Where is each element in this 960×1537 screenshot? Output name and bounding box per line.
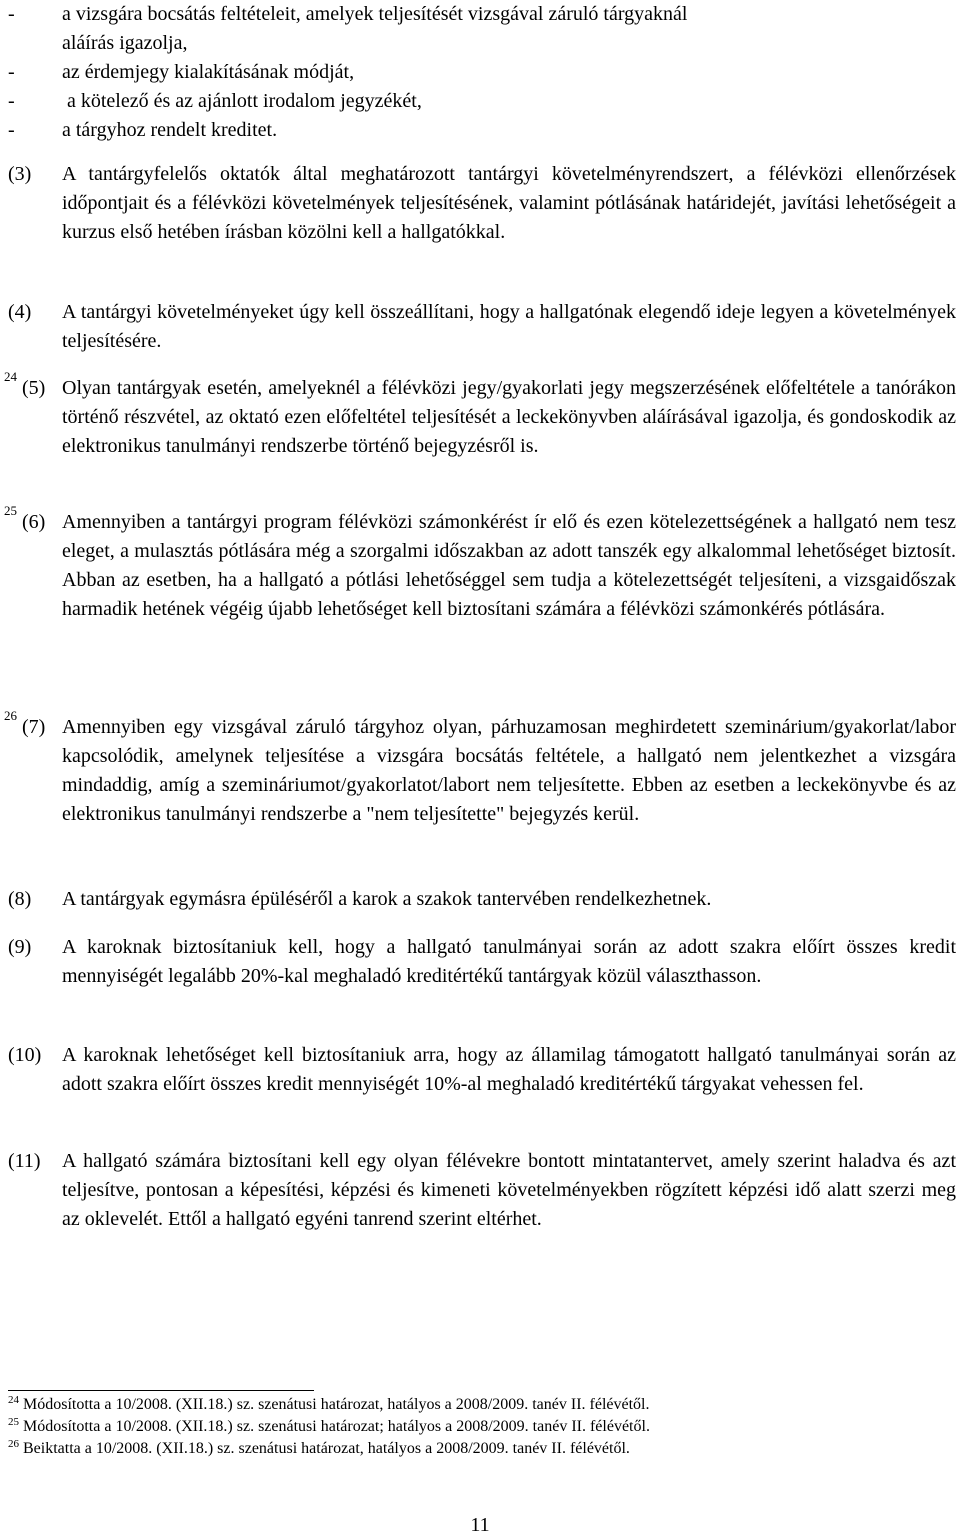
paragraph-number: (9) bbox=[8, 936, 32, 958]
paragraph-text: Olyan tantárgyak esetén, amelyeknél a félévközi jegy/gyakorlati jegy megszerzésének előfeltétele a tanórákon történő részvétel, az oktató ezen előfeltétel teljesítését a leckekönyvben aláírásával igazolja, és gondoskodik az elektronikus tanulmányi rendszerbe történő bejegyzésről is. bbox=[62, 377, 956, 457]
paragraph-text: Amennyiben egy vizsgával záruló tárgyhoz olyan, párhuzamosan meghirdetett szeminárium/gyakorlat/labor kapcsolódik, amelynek teljesítése a vizsgára bocsátás feltétele, a hallgató nem jelentkezhet a vizsgára mindaddig, amíg a szemináriumot/gyakorlatot/labort nem teljesítette. Ebben az esetben a leckekönyvbe és az elektronikus tanulmányi rendszerbe a "nem teljesítette" bejegyzés kerül. bbox=[62, 716, 956, 825]
footnote-number: 26 bbox=[8, 1438, 19, 1450]
paragraph-number: (7) bbox=[22, 716, 46, 738]
footnote-25 bbox=[8, 1416, 948, 1438]
footnote-text: Beiktatta a 10/2008. (XII.18.) sz. szenátusi határozat, hatályos a 2008/2009. tanév II. félévétől. bbox=[23, 1440, 630, 1457]
paragraph-number: (6) bbox=[22, 511, 46, 533]
footnote-number: 24 bbox=[8, 1394, 19, 1406]
footnote-number: 25 bbox=[8, 1416, 19, 1428]
list-item bbox=[8, 87, 958, 116]
list-bullet: - bbox=[8, 90, 15, 112]
paragraph-number: (3) bbox=[8, 163, 32, 185]
paragraph-number: (4) bbox=[8, 301, 32, 323]
paragraph-5 bbox=[8, 374, 956, 461]
list-bullet: - bbox=[8, 61, 15, 83]
paragraph-3 bbox=[8, 160, 956, 247]
list-item-text: a vizsgára bocsátás feltételeit, amelyek teljesítését vizsgával záruló tárgyaknál bbox=[62, 3, 688, 25]
paragraph-7 bbox=[8, 713, 956, 829]
paragraph-text: A hallgató számára biztosítani kell egy olyan félévekre bontott mintatantervet, amely szerint haladva és azt teljesítve, pontosan a képesítési, képzési és kimeneti követelményekben rögzített képzési idő alatt szerzi meg az oklevelét. Ettől a hallgató egyéni tanrend szerint eltérhet. bbox=[62, 1150, 956, 1230]
footnote-text: Módosította a 10/2008. (XII.18.) sz. szenátusi határozat, hatályos a 2008/2009. tanév II. félévétől. bbox=[23, 1396, 650, 1413]
footnote-ref-26[interactable]: 26 bbox=[4, 708, 17, 723]
paragraph-8 bbox=[8, 885, 956, 914]
list-bullet: - bbox=[8, 119, 15, 141]
list-item-text: a tárgyhoz rendelt kreditet. bbox=[62, 119, 278, 141]
footnote-text: Módosította a 10/2008. (XII.18.) sz. szenátusi határozat; hatályos a 2008/2009. tanév II. félévétől. bbox=[23, 1418, 650, 1435]
paragraph-text: A karoknak biztosítaniuk kell, hogy a hallgató tanulmányai során az adott szakra előírt összes kredit mennyiségét legalább 20%-kal meghaladó kreditértékű tantárgyak közül választhasson. bbox=[62, 936, 956, 987]
footnote-ref-25[interactable]: 25 bbox=[4, 503, 17, 518]
paragraph-9 bbox=[8, 933, 956, 991]
paragraph-text: A tantárgyak egymásra épüléséről a karok a szakok tantervében rendelkezhetnek. bbox=[62, 888, 712, 910]
paragraph-11 bbox=[8, 1147, 956, 1234]
list-item bbox=[8, 0, 958, 29]
footnote-26 bbox=[8, 1438, 948, 1460]
paragraph-number: (11) bbox=[8, 1150, 41, 1172]
list-item-text: a kötelező és az ajánlott irodalom jegyzékét, bbox=[62, 90, 422, 112]
list-item-continuation: aláírás igazolja, bbox=[62, 32, 188, 54]
list-item bbox=[8, 58, 958, 87]
page-number: 11 bbox=[470, 1514, 490, 1536]
paragraph-number: (5) bbox=[22, 377, 46, 399]
paragraph-text: A tantárgyfelelős oktatók által meghatározott tantárgyi követelményrendszert, a félévközi ellenőrzések időpontjait és a félévközi követelmények teljesítésének, valamint pótlásának határidejét, javítási lehetőségeit a kurzus első hetében írásban közölni kell a hallgatókkal. bbox=[62, 163, 956, 243]
paragraph-10 bbox=[8, 1041, 956, 1099]
list-item bbox=[8, 116, 958, 145]
paragraph-number: (8) bbox=[8, 888, 32, 910]
paragraph-6 bbox=[8, 508, 956, 624]
paragraph-text: A karoknak lehetőséget kell biztosítaniuk arra, hogy az államilag támogatott hallgató tanulmányai során az adott szakra előírt összes kredit mennyiségét 10%-al meghaladó kreditértékű tárgyakat vehessen fel. bbox=[62, 1044, 956, 1095]
list-bullet: - bbox=[8, 3, 15, 25]
paragraph-number: (10) bbox=[8, 1044, 42, 1066]
paragraph-text: Amennyiben a tantárgyi program félévközi számonkérést ír elő és ezen kötelezettségének a hallgató nem tesz eleget, a mulasztás pótlására még a szorgalmi időszakban az adott tanszék egy alkalommal lehetőséget biztosít. Abban az esetben, ha a hallgató a pótlási lehetőséggel sem tudja a kötelezettségét teljesíteni, a vizsgaidőszak harmadik hetének végéig újabb lehetőséget kell biztosítani számára a félévközi számonkérés pótlására. bbox=[62, 511, 956, 620]
footnote-separator bbox=[8, 1390, 314, 1391]
paragraph-4 bbox=[8, 298, 956, 356]
list-item-text: az érdemjegy kialakításának módját, bbox=[62, 61, 355, 83]
paragraph-text: A tantárgyi követelményeket úgy kell összeállítani, hogy a hallgatónak elegendő ideje legyen a követelmények teljesítésére. bbox=[62, 301, 956, 352]
footnote-24 bbox=[8, 1394, 948, 1416]
footnote-ref-24[interactable]: 24 bbox=[4, 369, 17, 384]
